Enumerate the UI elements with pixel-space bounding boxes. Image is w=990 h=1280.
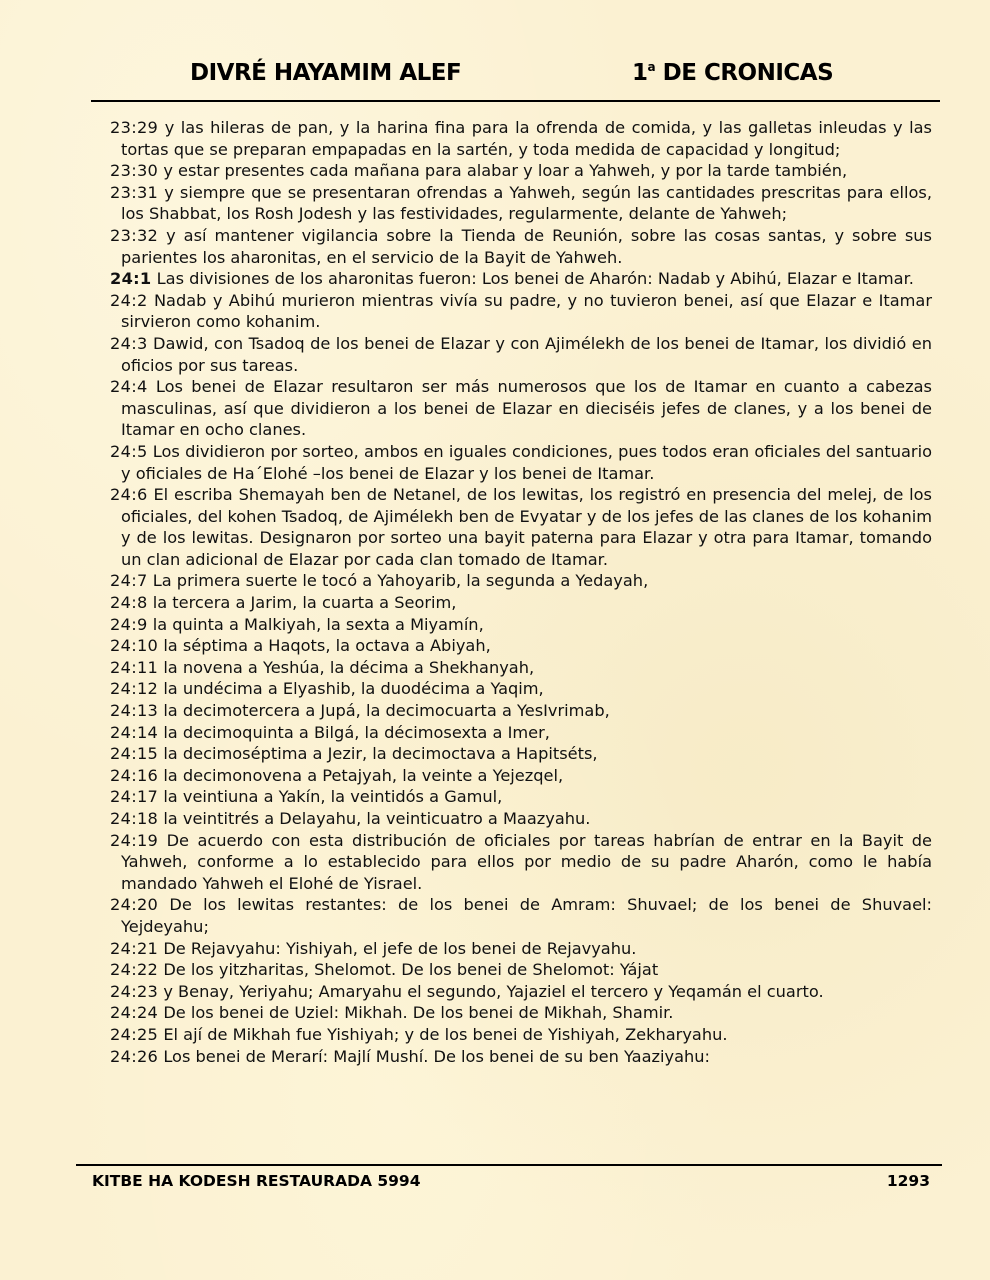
footer-rule bbox=[76, 1164, 942, 1166]
verse bbox=[110, 765, 932, 787]
verse-text: Los benei de Elazar resultaron ser más numerosos que los de Itamar en cuanto a cabezas masculinas, así que dividieron a los benei de Elazar en dieciséis jefes de clanes, y a los benei de Itamar en ocho clanes. bbox=[121, 377, 932, 440]
verse-text: y Benay, Yeriyahu; Amaryahu el segundo, Yajaziel el tercero y Yeqamán el cuarto. bbox=[163, 981, 824, 1001]
verse-reference: 24:8 bbox=[110, 593, 148, 613]
book-number-ordinal: a bbox=[647, 60, 656, 74]
verse bbox=[110, 484, 932, 570]
verse-reference: 23:31 bbox=[110, 182, 159, 202]
verse-reference: 24:23 bbox=[110, 981, 159, 1001]
verse-reference: 24:9 bbox=[110, 614, 148, 634]
verse-text: Nadab y Abihú murieron mientras vivía su padre, y no tuvieron benei, así que Elazar e Itamar sirvieron como kohanim. bbox=[121, 290, 932, 332]
verse-list bbox=[110, 117, 932, 1067]
verse bbox=[110, 441, 932, 484]
book-number: 1 bbox=[632, 60, 648, 86]
verse-reference: 24:5 bbox=[110, 441, 148, 461]
book-title: DIVRÉ HAYAMIM ALEF bbox=[190, 60, 462, 86]
verse-text: El ají de Mikhah fue Yishiyah; y de los benei de Yishiyah, Zekharyahu. bbox=[163, 1024, 728, 1044]
verse-reference: 24:17 bbox=[110, 787, 159, 807]
verse-reference: 24:18 bbox=[110, 809, 159, 828]
verse bbox=[110, 333, 932, 376]
verse-text: De Rejavyahu: Yishiyah, el jefe de los benei de Rejavyahu. bbox=[163, 938, 637, 958]
verse-reference: 24:25 bbox=[110, 1024, 159, 1044]
verse-text: la séptima a Haqots, la octava a Abiyah, bbox=[163, 636, 491, 656]
page-header bbox=[0, 56, 990, 92]
verse-reference: 23:29 bbox=[110, 118, 159, 137]
footer-publication: KITBE HA KODESH RESTAURADA 5994 bbox=[92, 1172, 421, 1190]
verse-text: De los yitzharitas, Shelomot. De los benei de Shelomot: Yájat bbox=[163, 960, 659, 980]
verse-reference: 24:10 bbox=[110, 636, 159, 656]
verse-text: la tercera a Jarim, la cuarta a Seorim, bbox=[152, 593, 457, 613]
verse-reference: 24:16 bbox=[110, 765, 159, 785]
verse-text: De acuerdo con esta distribución de oficiales por tareas habrían de entrar en la Bayit de Yahweh, conforme a lo establecido para ellos por medio de su padre Aharón, como le había mandado Yahweh el Elohé de Yisrael. bbox=[121, 830, 932, 893]
verse-text: La primera suerte le tocó a Yahoyarib, la segunda a Yedayah, bbox=[152, 571, 649, 591]
verse-text: y estar presentes cada mañana para alabar y loar a Yahweh, y por la tarde también, bbox=[163, 161, 848, 181]
verse bbox=[110, 268, 932, 290]
verse bbox=[110, 786, 932, 808]
verse bbox=[110, 1046, 932, 1068]
header-rule bbox=[91, 100, 940, 102]
verse-text: Las divisiones de los aharonitas fueron: Los benei de Aharón: Nadab y Abihú, Elazar e Itamar. bbox=[156, 269, 914, 289]
verse-text: y siempre que se presentaran ofrendas a Yahweh, según las cantidades prescritas para ellos, los Shabbat, los Rosh Jodesh y las festividades, regularmente, delante de Yahweh; bbox=[121, 182, 932, 224]
verse-text: El escriba Shemayah ben de Netanel, de los lewitas, los registró en presencia del melej, de los oficiales, del kohen Tsadoq, de Ajimélekh ben de Evyatar y de los jefes de las clanes de los kohanim y de los lewitas. Designaron por sorteo una bayit paterna para Elazar y otra para Itamar, tomando un clan adicional de Elazar por cada clan tomado de Itamar. bbox=[121, 485, 932, 569]
verse-text: la decimoquinta a Bilgá, la décimosexta a Imer, bbox=[163, 722, 550, 742]
verse-reference: 24:11 bbox=[110, 657, 159, 677]
verse bbox=[110, 959, 932, 981]
verse-text: la novena a Yeshúa, la décima a Shekhanyah, bbox=[163, 657, 535, 677]
verse-reference: 24:14 bbox=[110, 722, 159, 742]
verse-reference: 24:3 bbox=[110, 333, 148, 353]
verse-reference: 24:22 bbox=[110, 960, 159, 980]
verse-reference: 24:2 bbox=[110, 290, 148, 310]
verse-reference: 24:15 bbox=[110, 744, 159, 764]
verse-reference: 24:6 bbox=[110, 485, 148, 505]
verse bbox=[110, 678, 932, 700]
verse-text: y así mantener vigilancia sobre la Tienda de Reunión, sobre las cosas santas, y sobre sus parientes los aharonitas, en el servicio de la Bayit de Yahweh. bbox=[121, 225, 932, 267]
verse-text: la undécima a Elyashib, la duodécima a Yaqim, bbox=[163, 679, 544, 699]
verse-reference: 24:20 bbox=[110, 895, 159, 915]
verse bbox=[110, 160, 932, 182]
verse-reference: 24:19 bbox=[110, 830, 159, 850]
verse-reference: 24:13 bbox=[110, 701, 159, 721]
verse bbox=[110, 981, 932, 1003]
verse bbox=[110, 894, 932, 937]
verse-reference: 23:30 bbox=[110, 161, 159, 181]
verse-text: y las hileras de pan, y la harina fina para la ofrenda de comida, y las galletas inleudas y las tortas que se preparan empapadas en la sartén, y toda medida de capacidad y longitud; bbox=[121, 118, 932, 159]
verse-text: Dawid, con Tsadoq de los benei de Elazar y con Ajimélekh de los benei de Itamar, los dividió en oficios por sus tareas. bbox=[121, 333, 932, 375]
verse bbox=[110, 1002, 932, 1024]
verse bbox=[110, 592, 932, 614]
verse bbox=[110, 938, 932, 960]
verse bbox=[110, 700, 932, 722]
verse-text: De los benei de Uziel: Mikhah. De los benei de Mikhah, Shamir. bbox=[163, 1003, 674, 1023]
verse-text: Los dividieron por sorteo, ambos en iguales condiciones, pues todos eran oficiales del santuario y oficiales de Ha´Elohé –los benei de Elazar y los benei de Itamar. bbox=[121, 441, 932, 483]
verse bbox=[110, 117, 932, 160]
verse-reference: 24:24 bbox=[110, 1003, 159, 1023]
book-name bbox=[632, 60, 833, 86]
verse-text: De los lewitas restantes: de los benei de Amram: Shuvael; de los benei de Shuvael: Yejdeyahu; bbox=[121, 895, 932, 936]
verse-reference: 23:32 bbox=[110, 225, 159, 245]
verse bbox=[110, 1024, 932, 1046]
verse bbox=[110, 635, 932, 657]
verse bbox=[110, 182, 932, 225]
verse bbox=[110, 657, 932, 679]
verse bbox=[110, 722, 932, 744]
verse-text: la quinta a Malkiyah, la sexta a Miyamín, bbox=[152, 614, 484, 634]
verse bbox=[110, 808, 932, 830]
verse bbox=[110, 570, 932, 592]
verse-reference: 24:21 bbox=[110, 938, 159, 958]
verse-reference: 24:7 bbox=[110, 571, 148, 591]
verse bbox=[110, 225, 932, 268]
verse-reference: 24:4 bbox=[110, 377, 148, 397]
verse-reference: 24:1 bbox=[110, 269, 152, 289]
verse-reference: 24:26 bbox=[110, 1046, 159, 1066]
verse-text: Los benei de Merarí: Majlí Mushí. De los benei de su ben Yaaziyahu: bbox=[163, 1046, 710, 1066]
verse-text: la decimotercera a Jupá, la decimocuarta a YesIvrimab, bbox=[163, 701, 610, 721]
verse bbox=[110, 743, 932, 765]
verse-text: la decimonovena a Petajyah, la veinte a Yejezqel, bbox=[163, 765, 564, 785]
verse-text: la veintiuna a Yakín, la veintidós a Gamul, bbox=[163, 787, 503, 807]
verse bbox=[110, 376, 932, 441]
verse bbox=[110, 614, 932, 636]
verse-reference: 24:12 bbox=[110, 679, 159, 699]
verse-text: la decimoséptima a Jezir, la decimoctava a Hapitséts, bbox=[163, 744, 598, 764]
verse bbox=[110, 290, 932, 333]
page-number: 1293 bbox=[886, 1172, 930, 1190]
verse bbox=[110, 830, 932, 895]
book-name-text: DE CRONICAS bbox=[655, 60, 834, 86]
verse-text: la veintitrés a Delayahu, la veinticuatro a Maazyahu. bbox=[163, 809, 591, 828]
